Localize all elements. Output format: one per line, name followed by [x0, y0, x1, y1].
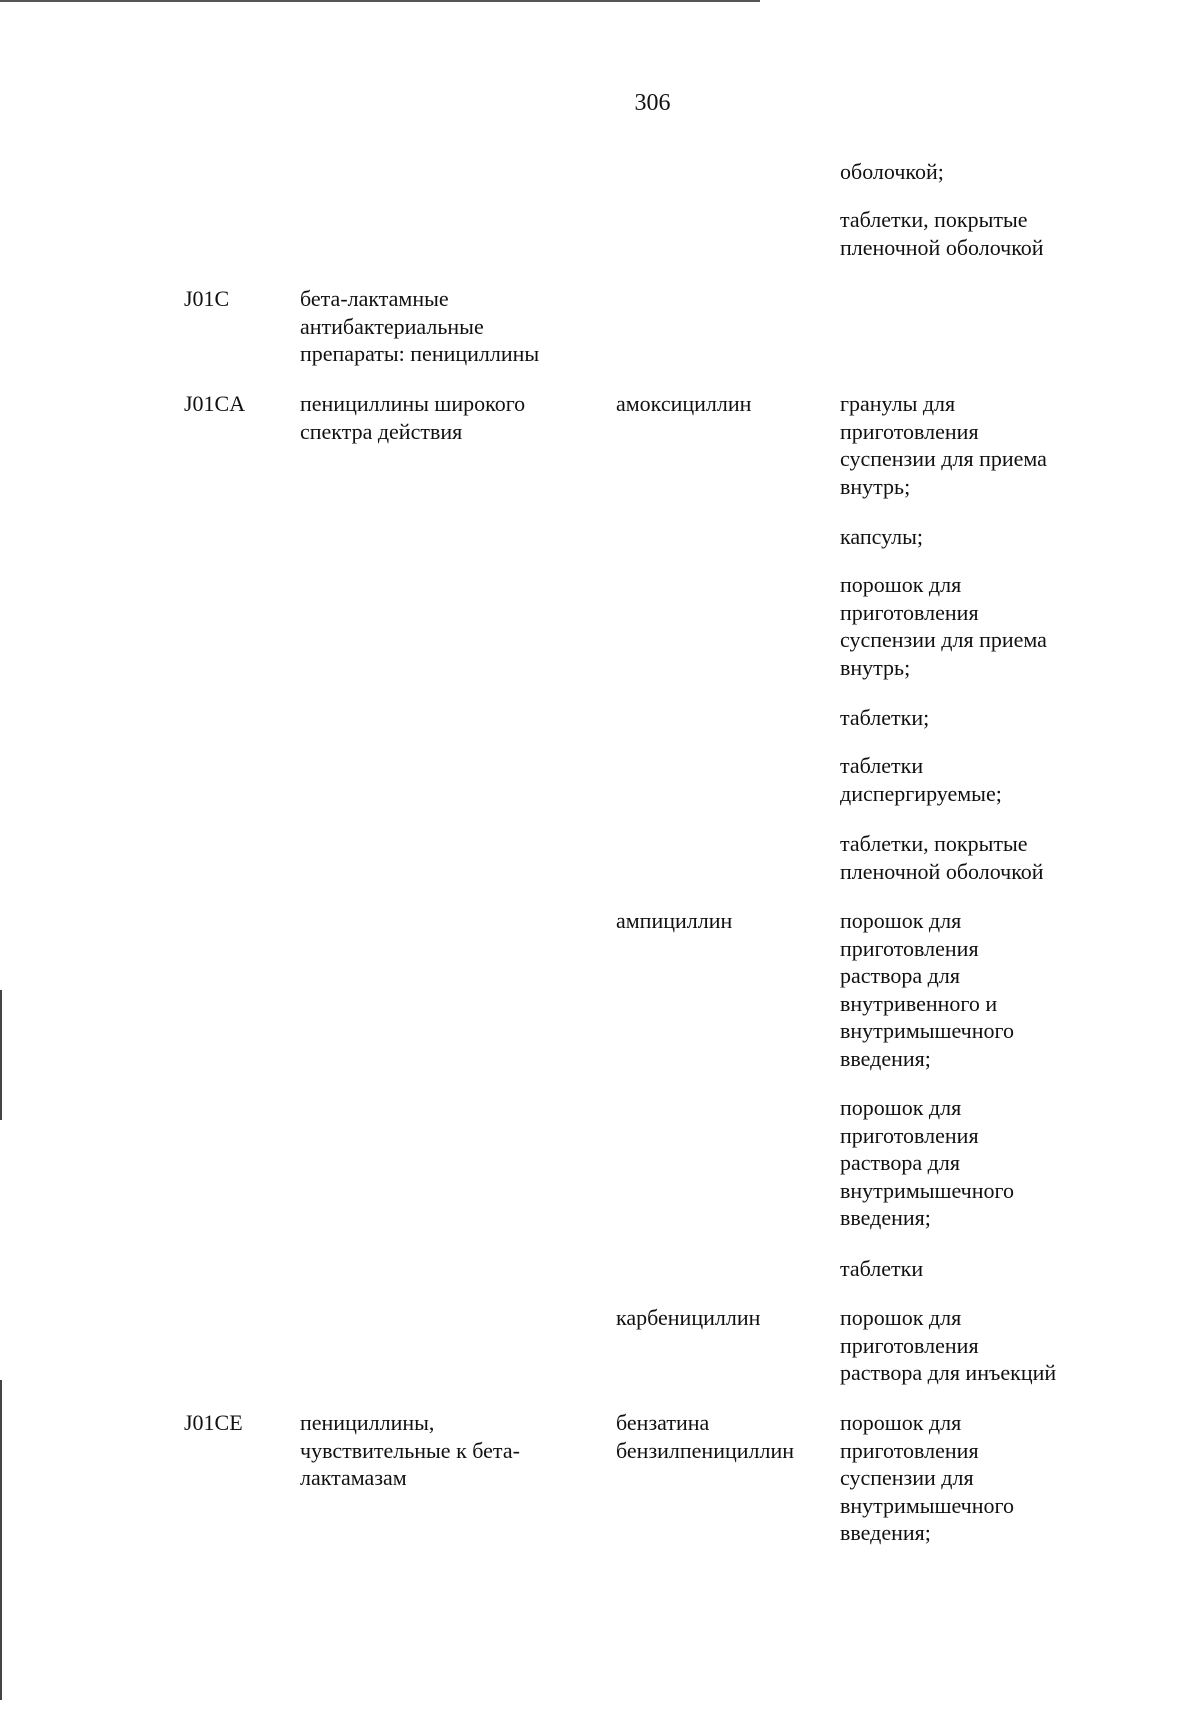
- group-name: пенициллины, чувствительные к бета- лактамазам: [300, 1410, 520, 1490]
- form-cell: порошок для приготовления раствора для инъекций: [840, 1305, 1057, 1385]
- group-name: бета-лактамные антибактериальные препараты: пенициллины: [300, 286, 540, 366]
- scan-edge-mark: [0, 990, 2, 1120]
- form-cell: порошок для приготовления раствора для внутримышечного введения;: [840, 1095, 1014, 1230]
- scan-edge-mark: [0, 1380, 2, 1700]
- form-cell: порошок для приготовления суспензии для внутримышечного введения;: [840, 1410, 1014, 1545]
- form-cell: оболочкой;: [840, 159, 944, 184]
- form-cell: капсулы;: [840, 524, 923, 549]
- form-cell: порошок для приготовления суспензии для приема внутрь;: [840, 572, 1047, 680]
- atc-code: J01C: [184, 286, 230, 311]
- atc-code: J01CA: [184, 391, 246, 416]
- group-name: пенициллины широкого спектра действия: [300, 391, 526, 444]
- scan-edge-line: [0, 0, 760, 2]
- form-cell: таблетки, покрытые пленочной оболочкой: [840, 831, 1044, 884]
- form-cell: таблетки диспергируемые;: [840, 753, 1002, 806]
- drug-name: амоксициллин: [616, 391, 752, 416]
- drug-name: бензатина бензилпенициллин: [616, 1410, 795, 1463]
- form-cell: гранулы для приготовления суспензии для приема внутрь;: [840, 391, 1047, 499]
- form-cell: таблетки: [840, 1256, 924, 1281]
- form-cell: порошок для приготовления раствора для внутривенного и внутримышечного введения;: [840, 908, 1014, 1071]
- drug-name: карбенициллин: [616, 1305, 761, 1330]
- page-number: 306: [634, 90, 671, 116]
- atc-code: J01CE: [184, 1410, 243, 1435]
- form-cell: таблетки, покрытые пленочной оболочкой: [840, 207, 1044, 260]
- drug-name: ампициллин: [616, 908, 733, 933]
- form-cell: таблетки;: [840, 705, 930, 730]
